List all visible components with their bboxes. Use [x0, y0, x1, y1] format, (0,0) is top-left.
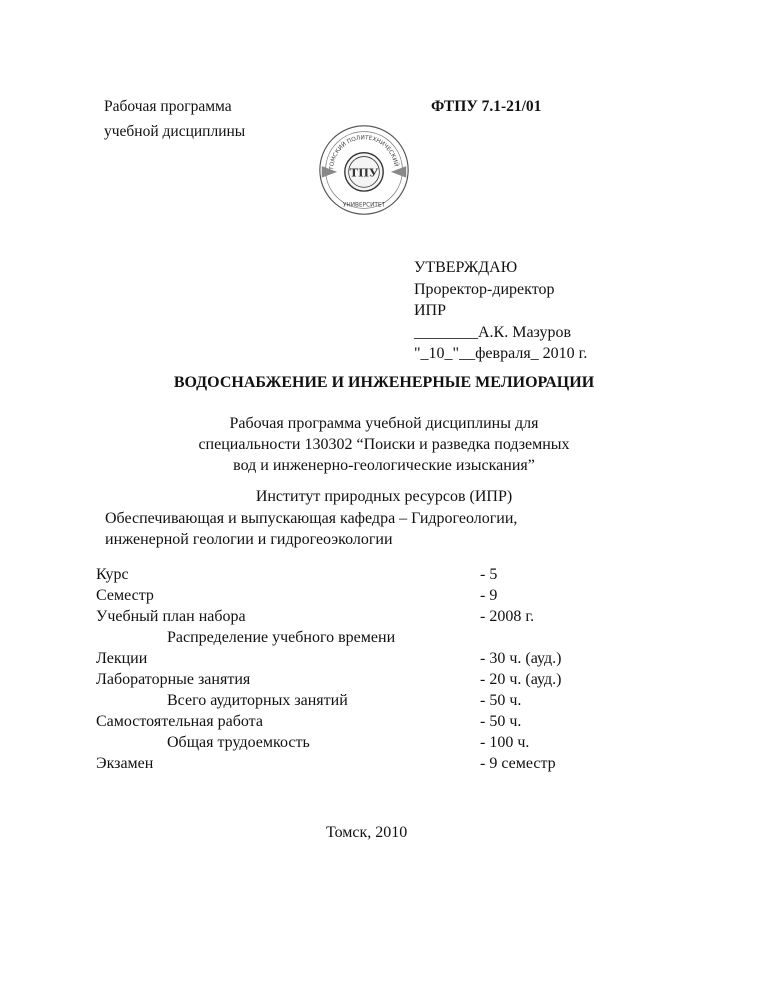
param-value-total-classroom: - 50 ч. [480, 692, 522, 709]
approval-signature: ________А.К. Мазуров [414, 324, 572, 341]
param-value-semester: - 9 [480, 587, 498, 604]
institute-line2: Обеспечивающая и выпускающая кафедра – Гидрогеологии, [105, 510, 518, 527]
param-label-distribution: Распределение учебного времени [167, 629, 396, 646]
param-label-course: Курс [96, 566, 129, 583]
param-value-self-study: - 50 ч. [480, 713, 522, 730]
city-year: Томск, 2010 [326, 824, 408, 841]
approval-position: Проректор-директор [414, 281, 555, 298]
param-label-exam: Экзамен [96, 755, 154, 772]
param-value-plan: - 2008 г. [480, 608, 535, 625]
institute-line1: Институт природных ресурсов (ИПР) [255, 488, 513, 505]
discipline-title: ВОДОСНАБЖЕНИЕ И ИНЖЕНЕРНЫЕ МЕЛИОРАЦИИ [173, 374, 595, 391]
param-label-plan: Учебный план набора [96, 608, 246, 625]
doc-code: ФТПУ 7.1-21/01 [431, 98, 542, 115]
param-label-semester: Семестр [96, 587, 154, 604]
institute-line3: инженерной геологии и гидрогеоэкологии [105, 531, 393, 548]
university-seal-icon [316, 122, 412, 218]
param-label-labs: Лабораторные занятия [96, 671, 251, 688]
param-label-total-classroom: Всего аудиторных занятий [167, 692, 348, 709]
param-label-self-study: Самостоятельная работа [96, 713, 263, 730]
approval-org: ИПР [414, 302, 447, 319]
seal-text-bottom: УНИВЕРСИТЕТ [342, 202, 386, 209]
doc-type-line2: учебной дисциплины [104, 123, 246, 140]
param-value-course: - 5 [480, 566, 498, 583]
seal-text-top: ТОМСКИЙ ПОЛИТЕХНИЧЕСКИЙ [329, 135, 399, 171]
approval-title: УТВЕРЖДАЮ [414, 259, 518, 276]
description-line1: Рабочая программа учебной дисциплины для [229, 415, 539, 432]
description-line3: вод и инженерно-геологические изыскания” [233, 457, 535, 474]
description-line2: специальности 130302 “Поиски и разведка подземных [198, 436, 570, 453]
seal-monogram: ТПУ [349, 165, 379, 180]
param-value-lectures: - 30 ч. (ауд.) [480, 650, 562, 667]
doc-type-line1: Рабочая программа [104, 98, 232, 115]
param-label-lectures: Лекции [96, 650, 148, 667]
param-value-workload: - 100 ч. [480, 734, 530, 751]
param-label-workload: Общая трудоемкость [167, 734, 310, 751]
param-value-exam: - 9 семестр [480, 755, 556, 772]
approval-date: "_10_"__февраля_ 2010 г. [414, 345, 588, 362]
param-value-labs: - 20 ч. (ауд.) [480, 671, 562, 688]
